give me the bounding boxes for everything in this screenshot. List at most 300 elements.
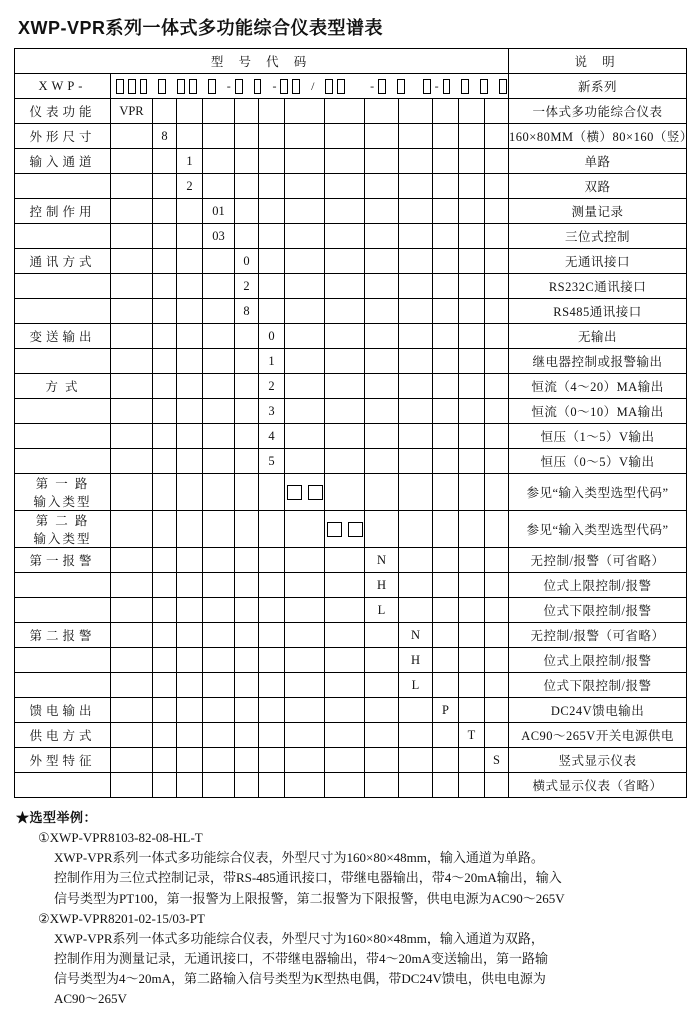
- code-box: [348, 522, 363, 537]
- empty-cell: [177, 673, 203, 698]
- row-description: 恒流（0～10）MA输出: [509, 399, 687, 424]
- row-label: 第二报警: [15, 623, 111, 648]
- empty-cell: [433, 474, 459, 511]
- empty-cell: [177, 199, 203, 224]
- code-cell: 1: [259, 349, 285, 374]
- empty-cell: [111, 299, 153, 324]
- empty-cell: [459, 773, 485, 798]
- code-separator: [389, 79, 394, 94]
- spec-table: [14, 48, 693, 798]
- empty-cell: [459, 573, 485, 598]
- empty-cell: [153, 224, 177, 249]
- empty-cell: [433, 573, 459, 598]
- page-title: XWP-VPR系列一体式多功能综合仪表型谱表: [18, 18, 384, 38]
- example-line: 控制作用为三位式控制记录，带RS-485通讯接口，带继电器输出，带4～20mA输出，输入: [54, 870, 562, 886]
- code-box: [499, 79, 507, 94]
- empty-cell: [153, 673, 177, 698]
- empty-cell: [235, 648, 259, 673]
- row-description: RS485通讯接口: [509, 299, 687, 324]
- example-line: 信号类型为4～20mA，第二路输入信号类型为K型热电偶，带DC24V馈电，供电电源为: [54, 971, 546, 987]
- empty-cell: [153, 349, 177, 374]
- examples-section: [14, 808, 686, 1009]
- empty-cell: [177, 324, 203, 349]
- empty-cell: [177, 224, 203, 249]
- code-box: [325, 79, 333, 94]
- empty-cell: [177, 399, 203, 424]
- empty-cell: [459, 598, 485, 623]
- empty-cell: [325, 773, 365, 798]
- empty-cell: [153, 149, 177, 174]
- empty-cell: [285, 174, 325, 199]
- empty-cell: [485, 548, 509, 573]
- empty-cell: [235, 324, 259, 349]
- code-box: [480, 79, 488, 94]
- table-row: [15, 648, 687, 673]
- code-box: [287, 485, 302, 500]
- empty-cell: [485, 374, 509, 399]
- empty-cell: [365, 748, 399, 773]
- row-label: [15, 598, 111, 623]
- row-label: [15, 673, 111, 698]
- code-separator: [362, 79, 367, 94]
- empty-cell: [285, 698, 325, 723]
- example-line: 控制作用为测量记录，无通讯接口，不带继电器输出，带4～20mA变送输出，第一路输: [54, 950, 549, 966]
- empty-cell: [203, 374, 235, 399]
- empty-cell: [459, 673, 485, 698]
- empty-cell: [325, 374, 365, 399]
- row-description: 竖式显示仪表: [509, 748, 687, 773]
- code-cell: 8: [235, 299, 259, 324]
- empty-cell: [235, 673, 259, 698]
- empty-cell: [365, 149, 399, 174]
- empty-cell: [325, 349, 365, 374]
- empty-cell: [285, 511, 325, 548]
- row-description: 一体式多功能综合仪表: [509, 99, 687, 124]
- empty-cell: [259, 149, 285, 174]
- table-row: [15, 124, 687, 149]
- empty-cell: [325, 174, 365, 199]
- empty-cell: [433, 299, 459, 324]
- empty-cell: [459, 623, 485, 648]
- code-separator: [169, 79, 174, 94]
- empty-cell: [285, 349, 325, 374]
- table-row: [15, 324, 687, 349]
- code-cell: T: [459, 723, 485, 748]
- table-row: [15, 548, 687, 573]
- empty-cell: [399, 174, 433, 199]
- row-label: [15, 573, 111, 598]
- model-code-pattern: [111, 74, 509, 99]
- empty-cell: [177, 249, 203, 274]
- empty-cell: [365, 424, 399, 449]
- empty-cell: [485, 573, 509, 598]
- empty-cell: [325, 573, 365, 598]
- row-label: [15, 299, 111, 324]
- code-cell: 2: [235, 274, 259, 299]
- empty-cell: [433, 224, 459, 249]
- empty-cell: [433, 249, 459, 274]
- empty-cell: [365, 773, 399, 798]
- empty-cell: [235, 623, 259, 648]
- table-header-row: [15, 49, 687, 74]
- empty-cell: [153, 748, 177, 773]
- empty-cell: [459, 274, 485, 299]
- empty-cell: [203, 474, 235, 511]
- table-row: [15, 698, 687, 723]
- empty-cell: [285, 374, 325, 399]
- code-separator: [453, 79, 458, 94]
- empty-cell: [203, 299, 235, 324]
- row-label: 第一报警: [15, 548, 111, 573]
- row-description: 双路: [509, 174, 687, 199]
- row-description: 参见“输入类型选型代码”: [509, 474, 687, 511]
- empty-cell: [485, 449, 509, 474]
- empty-cell: [153, 199, 177, 224]
- empty-cell: [325, 598, 365, 623]
- code-cell: L: [399, 673, 433, 698]
- empty-cell: [365, 349, 399, 374]
- row-description: 新系列: [509, 74, 687, 99]
- empty-cell: [235, 399, 259, 424]
- row-label: [15, 424, 111, 449]
- empty-cell: [433, 99, 459, 124]
- row-description: 恒压（1～5）V输出: [509, 424, 687, 449]
- empty-cell: [153, 99, 177, 124]
- row-label: [15, 274, 111, 299]
- empty-cell: [433, 324, 459, 349]
- empty-cell: [399, 299, 433, 324]
- empty-cell: [285, 673, 325, 698]
- example-description: [16, 848, 686, 908]
- empty-cell: [203, 698, 235, 723]
- empty-cell: [485, 648, 509, 673]
- empty-cell: [399, 224, 433, 249]
- empty-cell: [153, 698, 177, 723]
- empty-cell: [177, 274, 203, 299]
- empty-cell: [285, 399, 325, 424]
- empty-cell: [485, 698, 509, 723]
- empty-cell: [111, 149, 153, 174]
- empty-cell: [259, 124, 285, 149]
- empty-cell: [365, 249, 399, 274]
- table-row: [15, 224, 687, 249]
- empty-cell: [203, 424, 235, 449]
- empty-cell: [153, 573, 177, 598]
- empty-cell: [365, 399, 399, 424]
- empty-cell: [285, 623, 325, 648]
- empty-cell: [485, 149, 509, 174]
- code-box: [461, 79, 469, 94]
- table-row: [15, 511, 687, 548]
- code-cell: 0: [235, 249, 259, 274]
- empty-cell: [259, 274, 285, 299]
- empty-cell: [259, 623, 285, 648]
- table-row: [15, 174, 687, 199]
- empty-cell: [285, 773, 325, 798]
- empty-cell: [285, 299, 325, 324]
- empty-cell: [259, 698, 285, 723]
- empty-cell: [459, 449, 485, 474]
- row-label: 通讯方式: [15, 249, 111, 274]
- row-description: 无通讯接口: [509, 249, 687, 274]
- code-box: [443, 79, 451, 94]
- empty-cell: [259, 174, 285, 199]
- empty-cell: [433, 648, 459, 673]
- empty-cell: [433, 274, 459, 299]
- row-description: 恒压（0～5）V输出: [509, 449, 687, 474]
- empty-cell: [285, 249, 325, 274]
- row-label: 第 二 路 输入类型: [15, 511, 111, 548]
- code-separator: [303, 79, 308, 94]
- code-cell: P: [433, 698, 459, 723]
- code-box: [378, 79, 386, 94]
- code-cell: 5: [259, 449, 285, 474]
- empty-cell: [235, 698, 259, 723]
- code-cell: 4: [259, 424, 285, 449]
- row-description: 三位式控制: [509, 224, 687, 249]
- empty-cell: [235, 224, 259, 249]
- empty-cell: [203, 773, 235, 798]
- empty-cell: [259, 598, 285, 623]
- code-box: [292, 79, 300, 94]
- code-cell: [485, 773, 509, 798]
- empty-cell: [459, 224, 485, 249]
- table-row: [15, 673, 687, 698]
- empty-cell: [203, 648, 235, 673]
- empty-cell: [177, 424, 203, 449]
- empty-cell: [485, 224, 509, 249]
- row-label: 馈电输出: [15, 698, 111, 723]
- empty-cell: [459, 399, 485, 424]
- empty-cell: [365, 648, 399, 673]
- empty-cell: [459, 548, 485, 573]
- empty-cell: [259, 723, 285, 748]
- empty-cell: [433, 598, 459, 623]
- empty-cell: [485, 511, 509, 548]
- row-label: 供电方式: [15, 723, 111, 748]
- empty-cell: [433, 623, 459, 648]
- empty-cell: [399, 598, 433, 623]
- empty-cell: [153, 174, 177, 199]
- empty-cell: [459, 511, 485, 548]
- empty-cell: [235, 474, 259, 511]
- empty-cell: [235, 349, 259, 374]
- empty-cell: [259, 249, 285, 274]
- empty-cell: [111, 349, 153, 374]
- code-cell: H: [399, 648, 433, 673]
- row-description: 继电器控制或报警输出: [509, 349, 687, 374]
- code-cell: N: [399, 623, 433, 648]
- code-cell: 2: [259, 374, 285, 399]
- empty-cell: [325, 124, 365, 149]
- empty-cell: [485, 349, 509, 374]
- empty-cell: [285, 224, 325, 249]
- code-cell: H: [365, 573, 399, 598]
- empty-cell: [399, 274, 433, 299]
- row-label: 控制作用: [15, 199, 111, 224]
- empty-cell: [235, 149, 259, 174]
- row-label: 外型特征: [15, 748, 111, 773]
- empty-cell: [365, 623, 399, 648]
- code-box: [308, 485, 323, 500]
- empty-cell: [111, 748, 153, 773]
- example-line: XWP-VPR系列一体式多功能综合仪表，外型尺寸为160×80×48mm，输入通道为单路。: [54, 850, 544, 866]
- empty-cell: [285, 124, 325, 149]
- empty-cell: [365, 698, 399, 723]
- code-cell: 0: [259, 324, 285, 349]
- empty-cell: [285, 274, 325, 299]
- empty-cell: [259, 511, 285, 548]
- code-cell: L: [365, 598, 399, 623]
- row-description: AC90～265V开关电源供电: [509, 723, 687, 748]
- row-description: RS232C通讯接口: [509, 274, 687, 299]
- empty-cell: [235, 99, 259, 124]
- empty-cell: [235, 511, 259, 548]
- code-separator: [200, 79, 205, 94]
- row-description: 无控制/报警（可省略）: [509, 623, 687, 648]
- empty-cell: [259, 748, 285, 773]
- empty-cell: [285, 449, 325, 474]
- empty-cell: [259, 299, 285, 324]
- empty-cell: [153, 274, 177, 299]
- empty-cell: [203, 399, 235, 424]
- empty-cell: [325, 698, 365, 723]
- empty-cell: [259, 573, 285, 598]
- empty-cell: [365, 324, 399, 349]
- code-box: [280, 79, 288, 94]
- empty-cell: [485, 249, 509, 274]
- row-description: 恒流（4～20）MA输出: [509, 374, 687, 399]
- empty-cell: [399, 199, 433, 224]
- empty-cell: [433, 174, 459, 199]
- empty-cell: [399, 374, 433, 399]
- empty-cell: [177, 598, 203, 623]
- empty-cell: [259, 474, 285, 511]
- empty-cell: [203, 511, 235, 548]
- row-description: 位式下限控制/报警: [509, 673, 687, 698]
- table-row: [15, 773, 687, 798]
- code-separator: -: [434, 78, 439, 93]
- empty-cell: [459, 349, 485, 374]
- row-label: 方 式: [15, 374, 111, 399]
- empty-cell: [285, 99, 325, 124]
- example-model: ①XWP-VPR8103-82-08-HL-T: [38, 830, 203, 846]
- empty-cell: [399, 511, 433, 548]
- empty-cell: [111, 449, 153, 474]
- empty-cell: [365, 511, 399, 548]
- code-separator: [472, 79, 477, 94]
- empty-cell: [153, 474, 177, 511]
- empty-cell: [325, 748, 365, 773]
- empty-cell: [285, 199, 325, 224]
- code-separator: [491, 79, 496, 94]
- empty-cell: [111, 424, 153, 449]
- empty-cell: [365, 199, 399, 224]
- empty-cell: [285, 149, 325, 174]
- empty-cell: [203, 723, 235, 748]
- code-separator: -: [272, 78, 277, 93]
- empty-cell: [235, 424, 259, 449]
- empty-cell: [365, 374, 399, 399]
- examples-heading: ★选型举例：: [16, 810, 98, 825]
- empty-cell: [235, 449, 259, 474]
- empty-cell: [399, 773, 433, 798]
- empty-cell: [259, 673, 285, 698]
- row-label: [15, 399, 111, 424]
- empty-cell: [203, 349, 235, 374]
- empty-cell: [325, 623, 365, 648]
- empty-cell: [459, 648, 485, 673]
- table-row: [15, 424, 687, 449]
- row-label: XWP-: [15, 74, 111, 99]
- code-separator: [150, 79, 155, 94]
- empty-cell: [433, 511, 459, 548]
- row-description: 位式上限控制/报警: [509, 648, 687, 673]
- code-box: [337, 79, 345, 94]
- empty-cell: [177, 474, 203, 511]
- empty-cell: [259, 648, 285, 673]
- empty-cell: [177, 374, 203, 399]
- empty-cell: [259, 199, 285, 224]
- empty-cell: [365, 99, 399, 124]
- empty-cell: [285, 723, 325, 748]
- empty-cell: [399, 449, 433, 474]
- empty-cell: [433, 424, 459, 449]
- table-row: [15, 449, 687, 474]
- empty-cell: [433, 449, 459, 474]
- empty-cell: [459, 474, 485, 511]
- empty-cell: [433, 548, 459, 573]
- empty-cell: [485, 723, 509, 748]
- table-row: [15, 299, 687, 324]
- row-description: DC24V馈电输出: [509, 698, 687, 723]
- table-row: [15, 149, 687, 174]
- empty-cell: [325, 449, 365, 474]
- empty-cell: [111, 474, 153, 511]
- empty-cell: [485, 399, 509, 424]
- empty-cell: [203, 449, 235, 474]
- row-label: 外形尺寸: [15, 124, 111, 149]
- row-label: 变送输出: [15, 324, 111, 349]
- empty-cell: [325, 274, 365, 299]
- code-cell: N: [365, 548, 399, 573]
- table-row: [15, 474, 687, 511]
- row-description: 无输出: [509, 324, 687, 349]
- empty-cell: [259, 773, 285, 798]
- empty-cell: [485, 199, 509, 224]
- example-line: 信号类型为PT100，第一报警为上限报警，第二报警为下限报警，供电电源为AC90～265V: [54, 890, 565, 906]
- empty-cell: [459, 374, 485, 399]
- empty-cell: [153, 773, 177, 798]
- row-description: 位式上限控制/报警: [509, 573, 687, 598]
- code-cell: 3: [259, 399, 285, 424]
- table-row: [15, 274, 687, 299]
- empty-cell: [325, 424, 365, 449]
- empty-cell: [365, 673, 399, 698]
- code-separator: -: [226, 78, 231, 93]
- empty-cell: [203, 623, 235, 648]
- code-box: [158, 79, 166, 94]
- row-label: [15, 449, 111, 474]
- empty-cell: [365, 274, 399, 299]
- empty-cell: [153, 399, 177, 424]
- empty-cell: [285, 748, 325, 773]
- empty-cell: [177, 99, 203, 124]
- header-desc-column: 说 明: [509, 49, 687, 74]
- empty-cell: [153, 548, 177, 573]
- empty-cell: [325, 399, 365, 424]
- empty-cell: [111, 199, 153, 224]
